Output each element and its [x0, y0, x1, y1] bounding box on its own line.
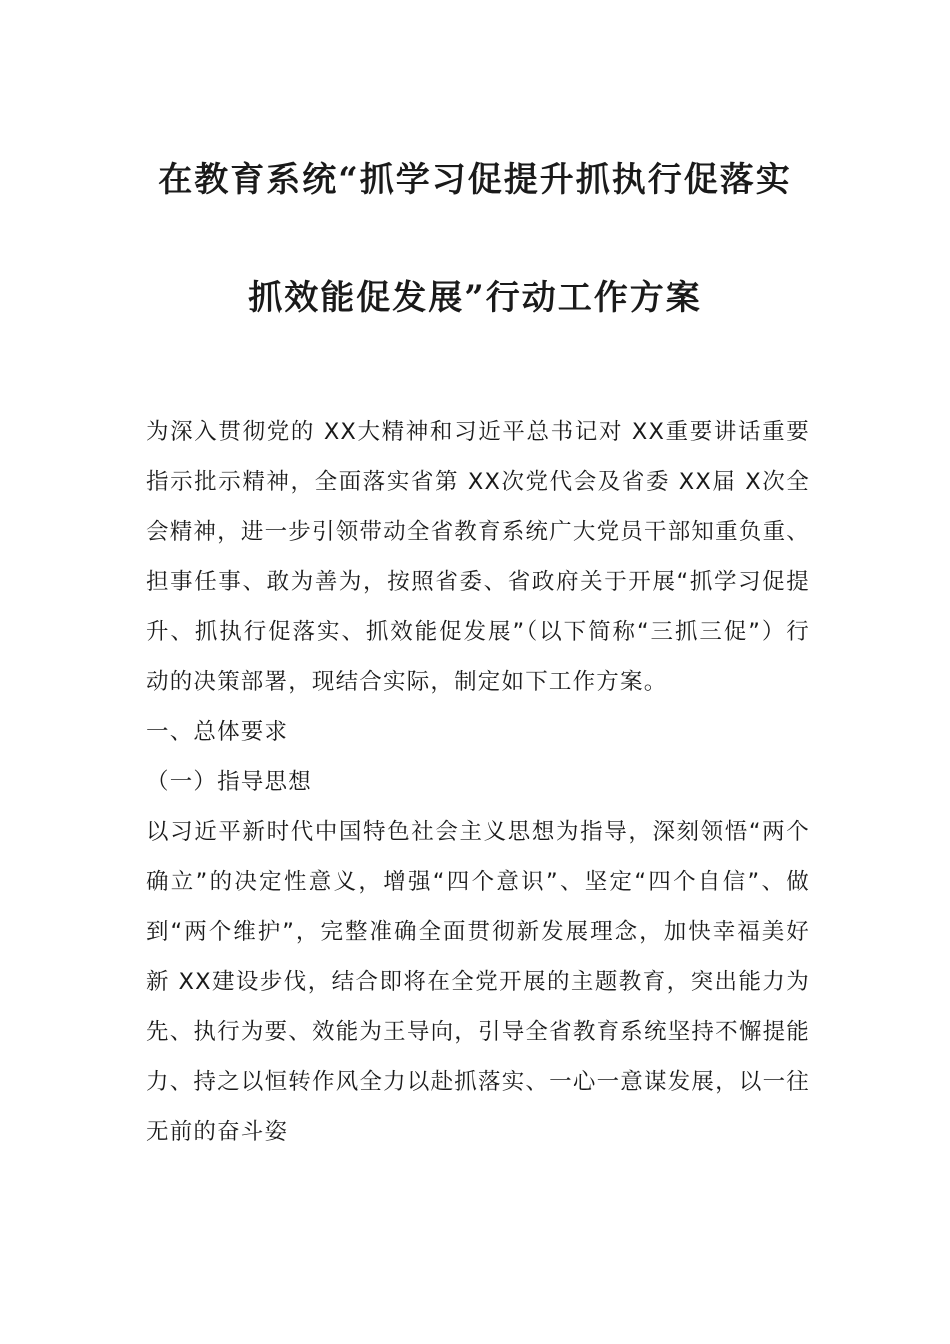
document-title-line-2: 抓效能促发展”行动工作方案: [248, 278, 702, 318]
section-heading-overall-requirements: 一、总体要求: [146, 719, 289, 745]
intro-paragraph: 为深入贯彻党的 XX大精神和习近平总书记对 XX重要讲话重要指示批示精神，全面落实省第 XX次党代会及省委 XX届 X次全会精神，进一步引领带动全省教育系统广大党员干部知重负重、担事任事、敢为善为，按照省委、省政府关于开展“抓学习促提升、抓执行促落实、抓效能促发展”（以下简称“三抓三促”）行动的决策部署，现结合实际，制定如下工作方案。: [146, 419, 810, 695]
subsection-heading-guiding-thought: （一）指导思想: [146, 769, 312, 795]
guiding-thought-paragraph: 以习近平新时代中国特色社会主义思想为指导，深刻领悟“两个确立”的决定性意义，增强“四个意识”、坚定“四个自信”、做到“两个维护”，完整准确全面贯彻新发展理念，加快幸福美好新 XX建设步伐，结合即将在全党开展的主题教育，突出能力为先、执行为要、效能为王导向，引导全省教育系统坚持不懈提能力、持之以恒转作风全力以赴抓落实、一心一意谋发展，以一往无前的奋斗姿: [146, 819, 810, 1145]
document-body: [146, 407, 810, 1157]
document-title-line-1: 在教育系统“抓学习促提升抓执行促落实: [158, 160, 792, 200]
